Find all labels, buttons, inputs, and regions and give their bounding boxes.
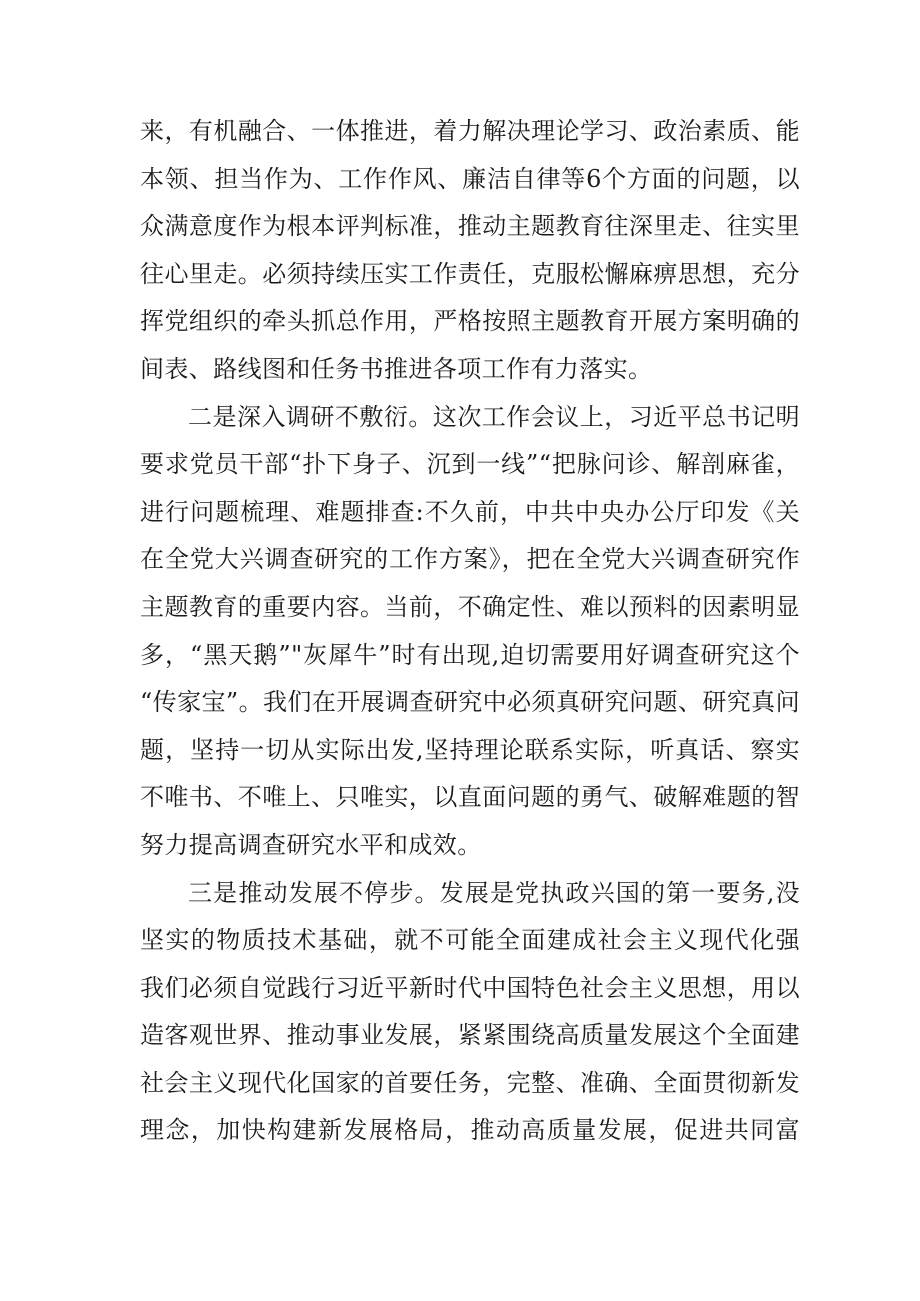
text-line: 不唯书、不唯上、只唯实，以直面问题的勇气、破解难题的智 xyxy=(140,783,800,812)
text-line: 努力提高调查研究水平和成效。 xyxy=(140,830,482,859)
text-line: 造客观世界、推动事业发展，紧紧围绕高质量发展这个全面建 xyxy=(140,1021,800,1050)
text-line: 挥党组织的牵头抓总作用，严格按照主题教育开展方案明确的 xyxy=(140,307,800,336)
text-line: 进行问题梳理、难题排查:不久前，中共中央办公厅印发《关 xyxy=(140,497,800,526)
text-line: 坚实的物质技术基础，就不可能全面建成社会主义现代化强 xyxy=(140,926,800,955)
text-line: 社会主义现代化国家的首要任务，完整、准确、全面贯彻新发 xyxy=(140,1068,800,1097)
text-line: 三是推动发展不停步。发展是党执政兴国的第一要务,没 xyxy=(188,878,800,907)
text-line: 本领、担当作为、工作作风、廉洁自律等6个方面的问题，以 xyxy=(140,164,800,193)
text-line: 主题教育的重要内容。当前，不确定性、难以预料的因素明显 xyxy=(140,592,800,621)
text-line: 理念，加快构建新发展格局，推动高质量发展，促进共同富 xyxy=(140,1116,800,1145)
text-line: 要求党员干部“扑下身子、沉到一线”“把脉问诊、解剖麻雀， xyxy=(140,450,800,479)
text-line: 众满意度作为根本评判标准，推动主题教育往深里走、往实里 xyxy=(140,212,800,241)
text-line: 我们必须自觉践行习近平新时代中国特色社会主义思想，用以 xyxy=(140,973,800,1002)
text-line: 题，坚持一切从实际出发,坚持理论联系实际，听真话、察实 xyxy=(140,735,800,764)
text-line: 来，有机融合、一体推进，着力解决理论学习、政治素质、能 xyxy=(140,117,800,145)
text-line: 往心里走。必须持续压实工作责任，克服松懈麻痹思想，充分 xyxy=(140,259,800,288)
text-line: 间表、路线图和任务书推进各项工作有力落实。 xyxy=(140,354,653,383)
text-line: 多，“黑天鹅”"灰犀牛”时有出现,迫切需要用好调查研究这个 xyxy=(140,640,800,669)
text-line: 二是深入调研不敷衍。这次工作会议上，习近平总书记明 xyxy=(188,402,800,431)
text-line: 在全党大兴调查研究的工作方案》，把在全党大兴调查研究作 xyxy=(140,545,800,574)
body-text xyxy=(140,108,800,1155)
text-line: “传家宝”。我们在开展调查研究中必须真研究问题、研究真问 xyxy=(140,688,800,717)
